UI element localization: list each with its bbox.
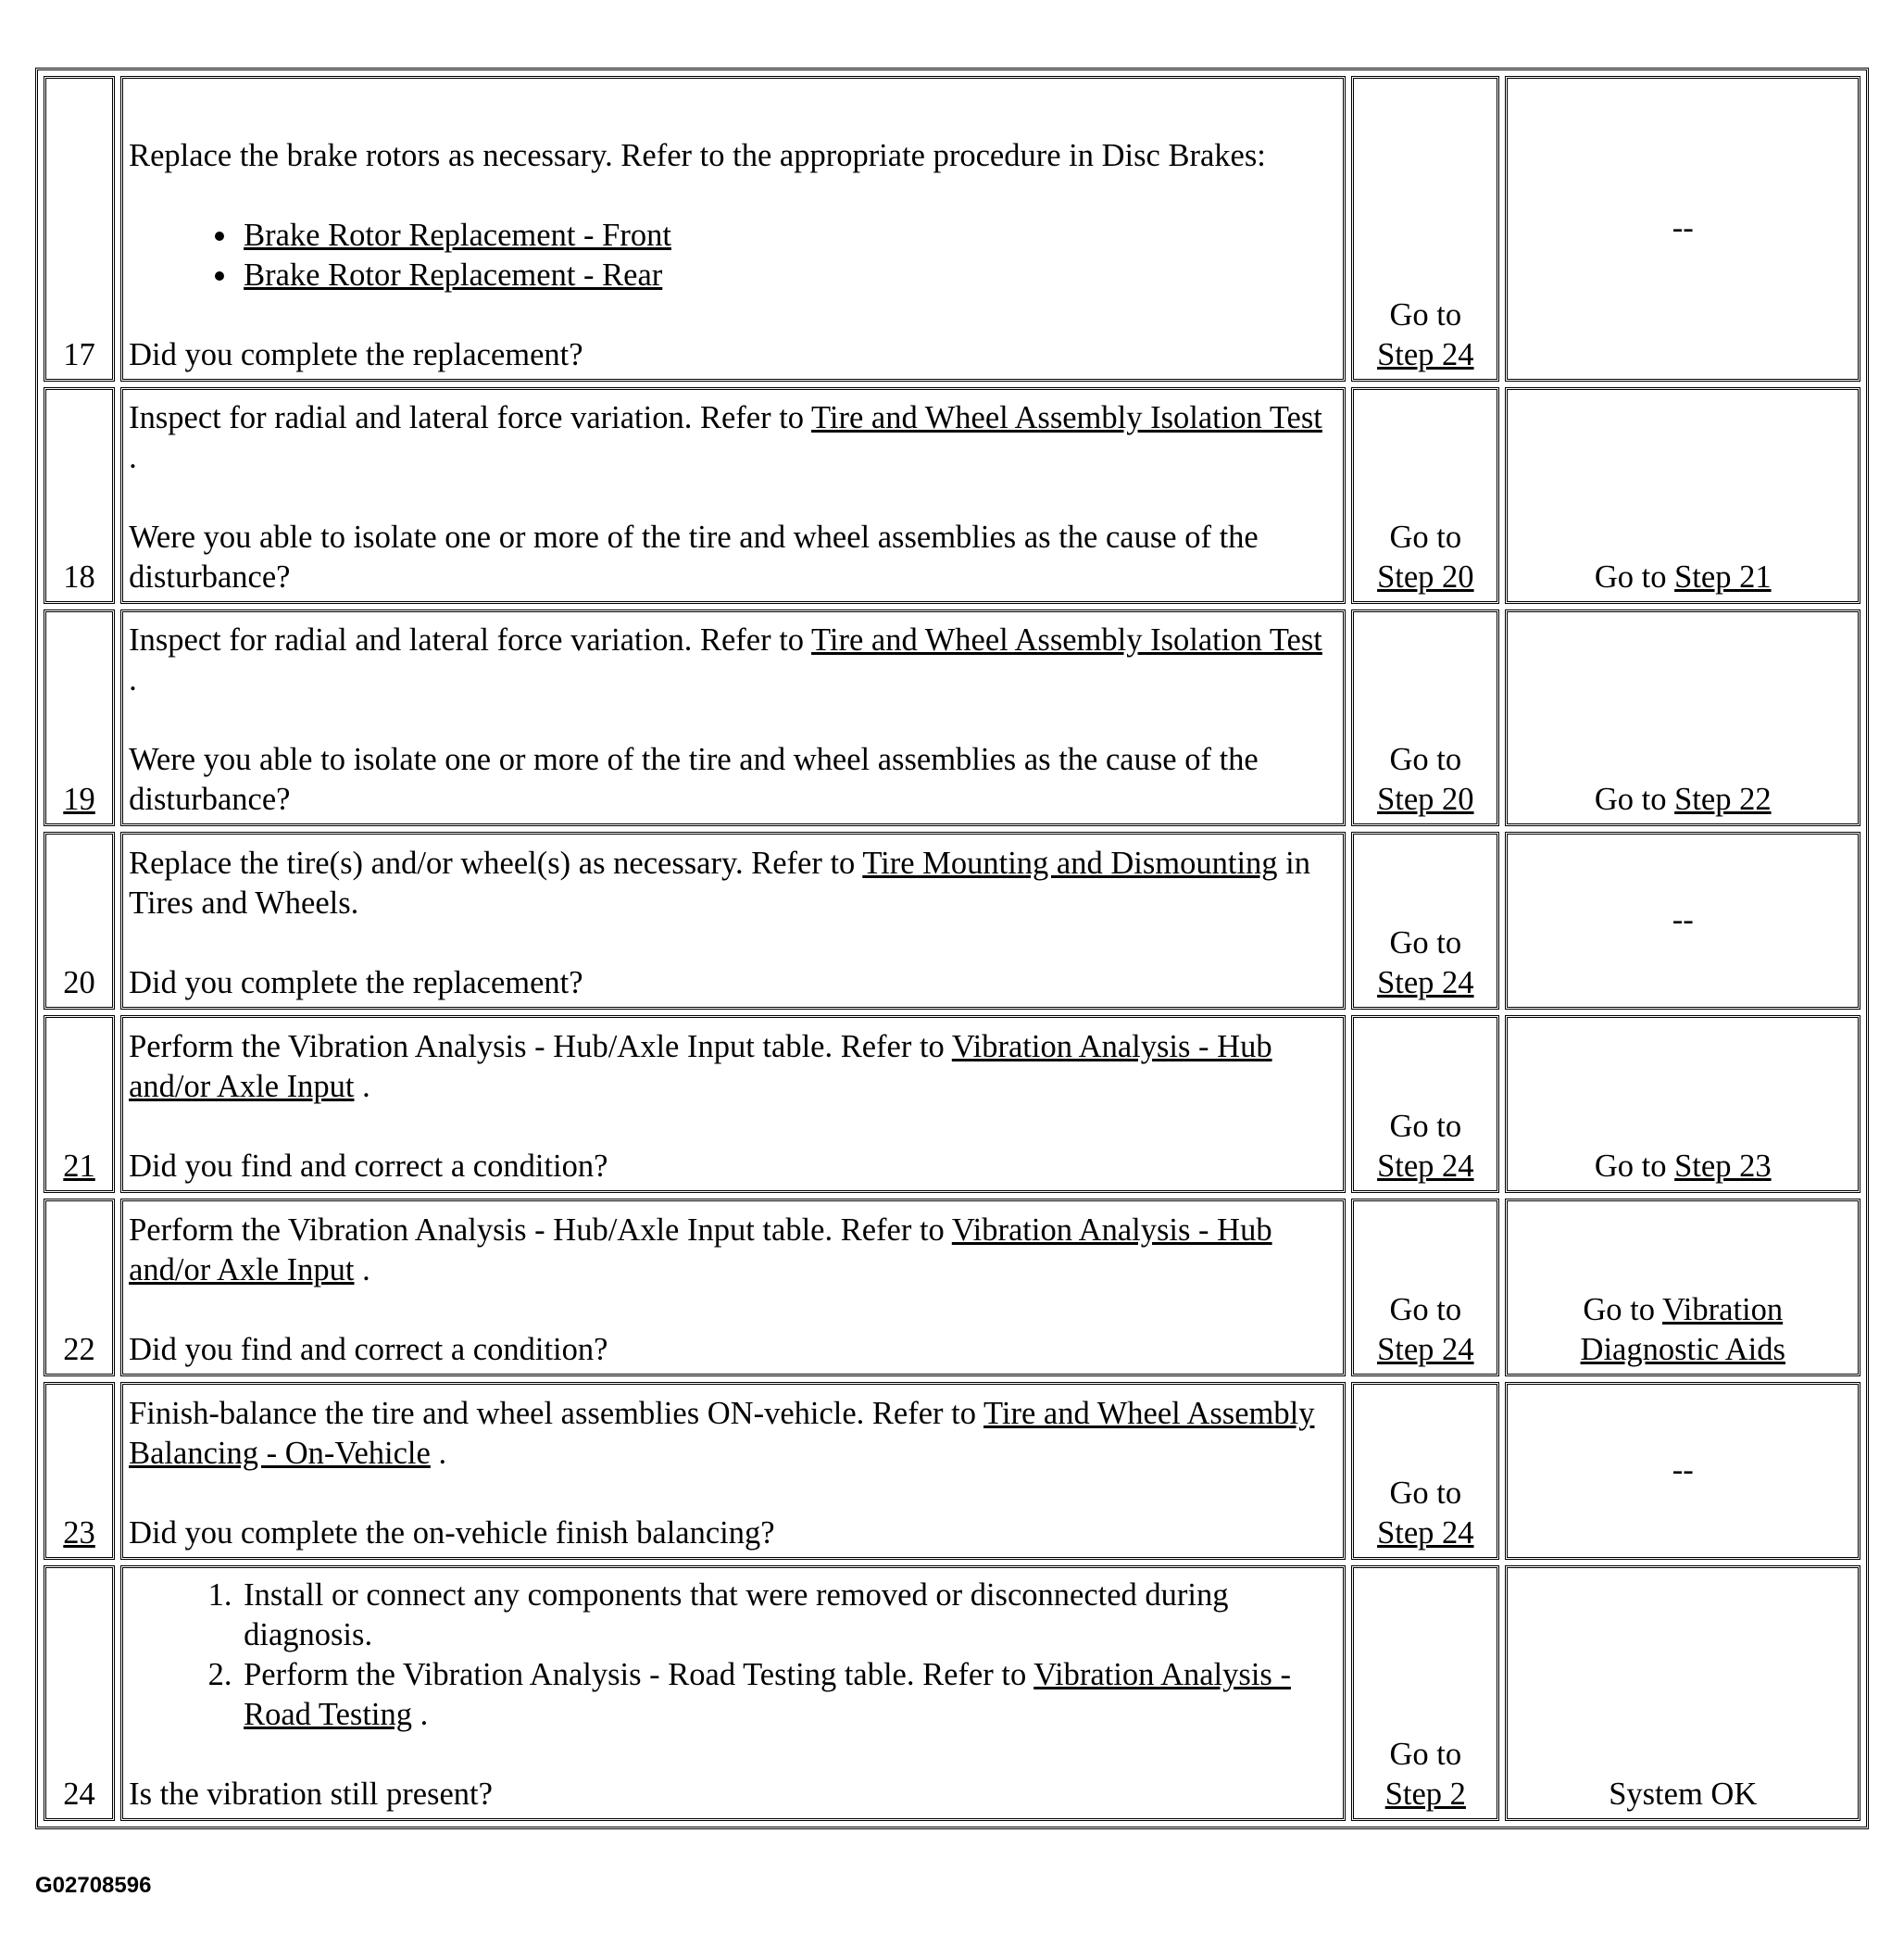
goto-label: Go to <box>1583 1292 1662 1327</box>
table-row <box>44 1565 1860 1821</box>
procedure-link[interactable]: Tire and Wheel Assembly Isolation Test <box>811 400 1322 435</box>
action-text: Replace the tire(s) and/or wheel(s) as necessary. Refer to Tire Mounting and Dismounting in Tires and Wheels. <box>129 846 1310 921</box>
step-link[interactable]: Step 22 <box>1674 782 1772 817</box>
step-link[interactable]: Step 20 <box>1377 559 1474 595</box>
no-cell <box>1505 609 1860 826</box>
step-link[interactable]: Step 24 <box>1377 1149 1474 1184</box>
step-number: 20 <box>44 832 115 1010</box>
step-number: 24 <box>44 1565 115 1821</box>
yes-cell <box>1351 1382 1499 1560</box>
action-text: Perform the Vibration Analysis - Hub/Axle Input table. Refer to Vibration Analysis - Hub and/or Axle Input . <box>129 1029 1272 1104</box>
step-number: 17 <box>44 76 115 382</box>
action-cell <box>120 1199 1346 1376</box>
step-link[interactable]: Step 23 <box>1674 1149 1772 1184</box>
step-number[interactable]: 23 <box>44 1382 115 1560</box>
goto-label: Go to <box>1389 520 1462 555</box>
diagnostic-aids-link[interactable]: Vibration Diagnostic Aids <box>1580 1292 1785 1367</box>
yes-cell <box>1351 76 1499 382</box>
goto-label: Go to <box>1389 1292 1462 1327</box>
procedure-list <box>129 216 1337 295</box>
yes-cell <box>1351 609 1499 826</box>
procedure-link[interactable]: Vibration Analysis - Hub and/or Axle Input <box>129 1029 1272 1104</box>
table-row <box>44 1199 1860 1376</box>
action-cell <box>120 1382 1346 1560</box>
yes-cell <box>1351 387 1499 604</box>
procedure-link[interactable]: Vibration Analysis - Hub and/or Axle Input <box>129 1212 1272 1287</box>
step-link[interactable]: Step 24 <box>1377 965 1474 1000</box>
table-row <box>44 387 1860 604</box>
yes-cell <box>1351 1199 1499 1376</box>
step-number[interactable]: 19 <box>44 609 115 826</box>
goto-label: Go to <box>1389 1737 1462 1772</box>
list-item: 1. Install or connect any components that were removed or disconnected during diagnosis. <box>240 1576 1337 1655</box>
yes-cell <box>1351 1015 1499 1193</box>
diagnostic-table-page <box>35 68 1869 1829</box>
diagnostic-steps-table <box>35 68 1869 1829</box>
question-text: Did you find and correct a condition? <box>129 1149 608 1184</box>
action-cell <box>120 1015 1346 1193</box>
goto-label: Go to <box>1389 1476 1462 1511</box>
table-row <box>44 76 1860 382</box>
procedure-link[interactable]: Vibration Analysis - Road Testing <box>244 1657 1291 1732</box>
procedure-link[interactable]: Tire and Wheel Assembly Isolation Test <box>811 622 1322 658</box>
action-text: Replace the brake rotors as necessary. Refer to the appropriate procedure in Disc Brakes: <box>129 138 1266 173</box>
goto-label: Go to <box>1389 297 1462 333</box>
action-text: Inspect for radial and lateral force variation. Refer to Tire and Wheel Assembly Isolation Test . <box>129 622 1322 697</box>
yes-cell <box>1351 1565 1499 1821</box>
step-number[interactable]: 21 <box>44 1015 115 1193</box>
question-text: Did you complete the on-vehicle finish balancing? <box>129 1515 775 1551</box>
step-number: 18 <box>44 387 115 604</box>
table-row <box>44 1015 1860 1193</box>
step-number: 22 <box>44 1199 115 1376</box>
action-cell <box>120 832 1346 1010</box>
action-text: Perform the Vibration Analysis - Hub/Axle Input table. Refer to Vibration Analysis - Hub and/or Axle Input . <box>129 1212 1272 1287</box>
step-link[interactable]: Step 21 <box>1674 559 1772 595</box>
procedure-link[interactable]: Brake Rotor Replacement - Rear <box>244 257 663 293</box>
yes-cell <box>1351 832 1499 1010</box>
step-link[interactable]: Step 24 <box>1377 337 1474 372</box>
table-row <box>44 609 1860 826</box>
goto-label: Go to <box>1594 782 1675 817</box>
goto-label: Go to <box>1594 1149 1675 1184</box>
action-cell <box>120 76 1346 382</box>
goto-label: Go to <box>1389 742 1462 777</box>
question-text: Were you able to isolate one or more of the tire and wheel assemblies as the cause of the disturbance? <box>129 742 1259 817</box>
no-cell <box>1505 1199 1860 1376</box>
step-link[interactable]: Step 24 <box>1377 1332 1474 1367</box>
no-cell: -- <box>1505 1382 1860 1560</box>
question-text: Did you find and correct a condition? <box>129 1332 608 1367</box>
procedure-link[interactable]: Tire and Wheel Assembly Balancing - On-Vehicle <box>129 1396 1315 1471</box>
goto-label: Go to <box>1389 1109 1462 1144</box>
no-cell: -- <box>1505 832 1860 1010</box>
question-text: Did you complete the replacement? <box>129 965 583 1000</box>
step-link[interactable]: Step 2 <box>1384 1777 1466 1812</box>
procedure-link[interactable]: Tire Mounting and Dismounting <box>862 846 1278 881</box>
action-text: Inspect for radial and lateral force variation. Refer to Tire and Wheel Assembly Isolation Test . <box>129 400 1322 475</box>
figure-id: G02708596 <box>35 1873 152 1898</box>
table-row <box>44 1382 1860 1560</box>
action-cell <box>120 609 1346 826</box>
action-cell <box>120 387 1346 604</box>
goto-label: Go to <box>1389 925 1462 961</box>
no-cell: System OK <box>1505 1565 1860 1821</box>
no-cell <box>1505 1015 1860 1193</box>
question-text: Were you able to isolate one or more of the tire and wheel assemblies as the cause of the disturbance? <box>129 520 1259 595</box>
action-text: Finish-balance the tire and wheel assemblies ON-vehicle. Refer to Tire and Wheel Assembly Balancing - On-Vehicle . <box>129 1396 1315 1471</box>
question-text: Is the vibration still present? <box>129 1777 493 1812</box>
table-row <box>44 832 1860 1010</box>
list-item: 2. Perform the Vibration Analysis - Road Testing table. Refer to Vibration Analysis - Road Testing . <box>240 1655 1337 1735</box>
step-link[interactable]: Step 20 <box>1377 782 1474 817</box>
question-text: Did you complete the replacement? <box>129 337 583 372</box>
procedure-link[interactable]: Brake Rotor Replacement - Front <box>244 218 671 253</box>
goto-label: Go to <box>1594 559 1675 595</box>
step-link[interactable]: Step 24 <box>1377 1515 1474 1551</box>
action-cell <box>120 1565 1346 1821</box>
no-cell: -- <box>1505 76 1860 382</box>
numbered-steps <box>129 1576 1337 1735</box>
no-cell <box>1505 387 1860 604</box>
